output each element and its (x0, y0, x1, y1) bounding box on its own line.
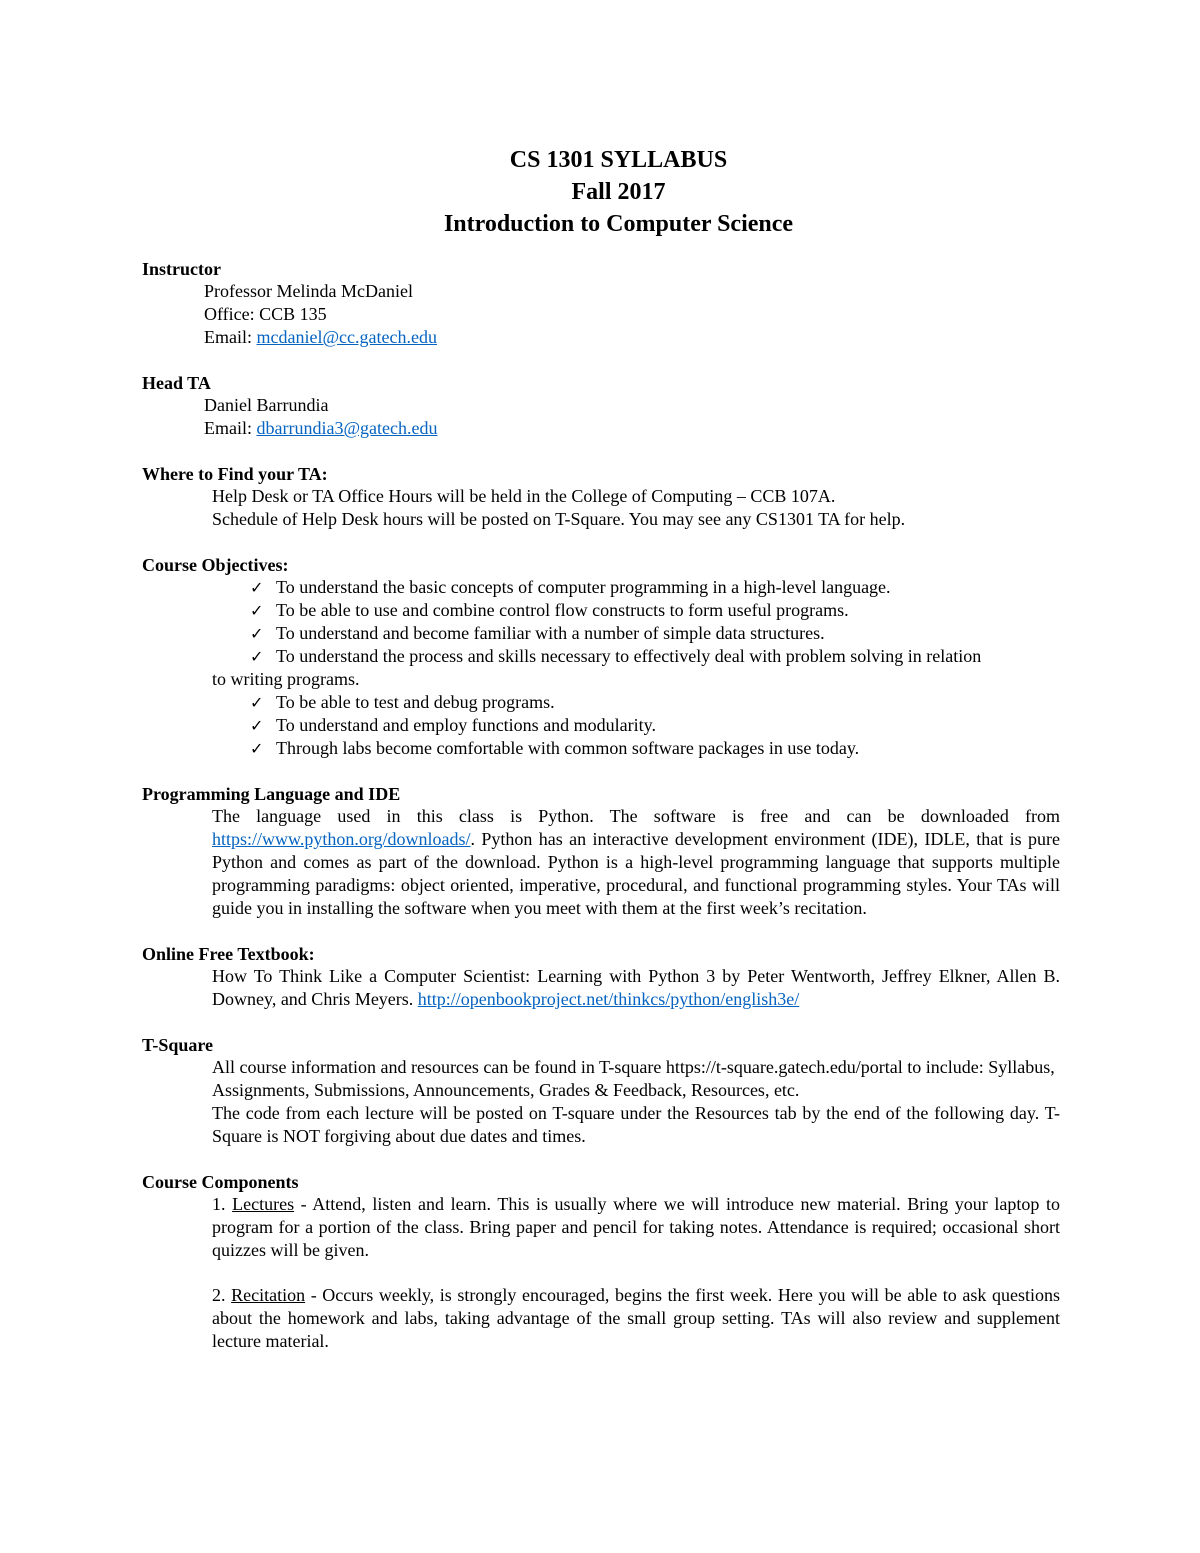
textbook-link[interactable]: http://openbookproject.net/thinkcs/python/english3e/ (417, 989, 800, 1009)
component-recitation: 2. Recitation - Occurs weekly, is strongly encouraged, begins the first week. Here you will be able to ask questions about the homework and labs, taking advantage of the small group setting. TAs will also review and supplement lecture material. (212, 1285, 1061, 1351)
find-ta-line-2: Schedule of Help Desk hours will be posted on T-Square. You may see any CS1301 TA for help. (212, 509, 906, 529)
title-course-name: Introduction to Computer Science (443, 211, 794, 237)
objective-item: ✓ To understand and employ functions and modularity. (142, 714, 1060, 737)
objectives-heading: Course Objectives: (142, 555, 289, 575)
objective-item: ✓ To be able to test and debug programs. (142, 691, 1060, 714)
tsquare-section (142, 1034, 1060, 1148)
checkmark-icon: ✓ (250, 716, 264, 735)
checkmark-icon: ✓ (250, 601, 264, 620)
instructor-email-line (204, 326, 1060, 349)
objective-continuation: to writing programs. (212, 669, 360, 689)
tsquare-paragraph-2: The code from each lecture will be posted on T-square under the Resources tab by the end of the following day. T-Square is NOT forgiving about due dates and times. (212, 1103, 1060, 1146)
head-ta-section (142, 372, 1060, 440)
objective-item: ✓ Through labs become comfortable with common software packages in use today. (142, 737, 1060, 760)
syllabus-content (142, 258, 1060, 1376)
textbook-heading: Online Free Textbook: (142, 944, 315, 964)
instructor-office: Office: CCB 135 (204, 304, 327, 324)
find-ta-line-1: Help Desk or TA Office Hours will be held in the College of Computing – CCB 107A. (212, 486, 836, 506)
instructor-email-label: Email: (204, 327, 257, 347)
lectures-term: Lectures (232, 1194, 295, 1214)
head-ta-email-label: Email: (204, 418, 257, 438)
objective-item: ✓ To understand the basic concepts of computer programming in a high-level language. (142, 576, 1060, 599)
instructor-name: Professor Melinda McDaniel (204, 281, 413, 301)
instructor-heading: Instructor (142, 259, 221, 279)
checkmark-icon: ✓ (250, 739, 264, 758)
textbook-paragraph: How To Think Like a Computer Scientist: Learning with Python 3 by Peter Wentworth, Jeffrey Elkner, Allen B. Downey, and Chris Meyers. http://openbookproject.net/thinkcs/python/english3e/ (212, 966, 1060, 1009)
instructor-section (142, 258, 1060, 349)
objective-item: ✓ To understand the process and skills necessary to effectively deal with problem solving in relation to writing programs. (212, 646, 982, 689)
checkmark-icon: ✓ (250, 624, 264, 643)
component-lectures: 1. Lectures - Attend, listen and learn. This is usually where we will introduce new material. Bring your laptop to program for a portion of the class. Bring paper and pencil for taking notes. Attendance is required; occasional short quizzes will be given. (212, 1194, 1060, 1260)
checkmark-icon: ✓ (250, 578, 264, 597)
instructor-email-link[interactable]: mcdaniel@cc.gatech.edu (256, 327, 437, 347)
find-ta-heading: Where to Find your TA: (142, 464, 328, 484)
document-title (0, 144, 1200, 240)
objective-item: ✓ To understand and become familiar with a number of simple data structures. (142, 622, 1060, 645)
head-ta-heading: Head TA (142, 373, 211, 393)
language-heading: Programming Language and IDE (142, 784, 401, 804)
head-ta-email-link[interactable]: dbarrundia3@gatech.edu (256, 418, 438, 438)
objectives-list (142, 576, 1060, 760)
recitation-term: Recitation (231, 1285, 306, 1305)
title-course: CS 1301 SYLLABUS (509, 147, 728, 173)
textbook-section (142, 943, 1060, 1011)
objective-item: ✓ To be able to use and combine control flow constructs to form useful programs. (142, 599, 1060, 622)
checkmark-icon: ✓ (250, 693, 264, 712)
components-section (142, 1171, 1060, 1353)
python-download-link[interactable]: https://www.python.org/downloads/ (212, 829, 471, 849)
tsquare-heading: T-Square (142, 1035, 214, 1055)
head-ta-name: Daniel Barrundia (204, 395, 329, 415)
components-heading: Course Components (142, 1172, 299, 1192)
tsquare-paragraph-1: All course information and resources can be found in T-square https://t-square.gatech.edu/portal to include: Syllabus, Assignments, Submissions, Announcements, Grades & Feedback, Resources, etc. (212, 1057, 1055, 1100)
language-section (142, 783, 1060, 920)
head-ta-email-line (204, 417, 1060, 440)
checkmark-icon: ✓ (250, 647, 264, 666)
language-paragraph: The language used in this class is Python. The software is free and can be downloaded from https://www.python.org/downloads/. Python has an interactive development environment (IDE), IDLE, that is pure Python and comes as part of the download. Python is a high-level programming language that supports multiple programming paradigms: object oriented, imperative, procedural, and functional programming styles. Your TAs will guide you in installing the software when you meet with them at the first week’s recitation. (212, 806, 1060, 918)
title-term: Fall 2017 (571, 179, 666, 205)
objectives-section (142, 554, 1060, 760)
find-ta-section (142, 463, 1060, 531)
